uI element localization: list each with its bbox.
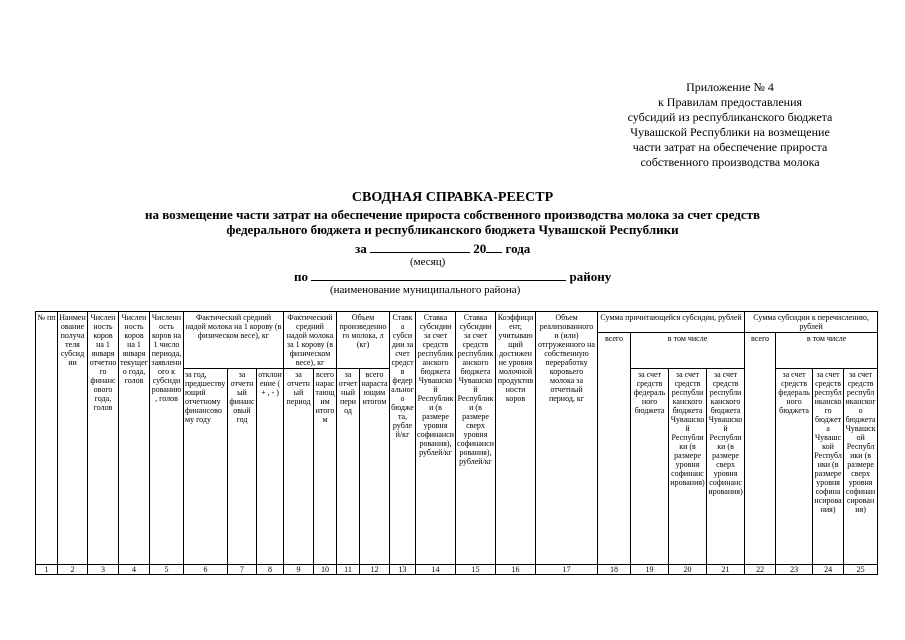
col-number: 15 [456, 565, 496, 575]
period-line [355, 240, 530, 257]
header-col-21: за счет средств республиканского бюджета Чувашской Республики (в размере сверх уровня софинансирования) [707, 369, 745, 565]
col-number: 10 [314, 565, 337, 575]
header-col-14: Ставка субсидии за счет средств республиканского бюджета Чувашской Республики (в размере уровня софинансирования), рублей/кг [416, 312, 456, 565]
title-main: СВОДНАЯ СПРАВКА-РЕЕСТР [351, 190, 554, 205]
header-col-24: за счет средств республиканского бюджета Чувашской Республики (в размере уровня софинансирования) [813, 369, 844, 565]
region-line [294, 268, 611, 285]
region-blank [311, 268, 566, 281]
col-number: 7 [228, 565, 257, 575]
header-col-6: за год, предшествующий отчетному финансовому году [184, 369, 228, 565]
header-col-11-12: Объем произведенного молока, л (кг) [337, 312, 390, 369]
month-note: (месяц) [410, 256, 446, 268]
header-col-22-incl: в том числе [776, 333, 878, 369]
annex-line: части затрат на обеспечение прироста [632, 140, 828, 154]
col-number: 2 [58, 565, 88, 575]
col-number: 23 [776, 565, 813, 575]
period-suffix: года [505, 241, 531, 256]
header-col-1: № пп [36, 312, 58, 565]
header-col-9-10: Фактический средний надой молока за 1 корову (в физическом весе), кг [284, 312, 337, 369]
annex-block [600, 80, 860, 170]
col-number: 3 [88, 565, 119, 575]
annex-line: к Правилам предоставления [657, 95, 803, 109]
col-number: 6 [184, 565, 228, 575]
month-blank [370, 240, 470, 253]
header-col-12: всего нарастающим итогом [360, 369, 390, 565]
header-col-18-total: всего [598, 333, 631, 565]
col-number: 22 [745, 565, 776, 575]
col-number: 18 [598, 565, 631, 575]
header-col-18-21: Сумма причитающейся субсидии, рублей [598, 312, 745, 333]
col-number: 9 [284, 565, 314, 575]
col-number: 16 [496, 565, 536, 575]
region-prefix: по [294, 269, 308, 284]
annex-line: субсидий из республиканского бюджета [627, 110, 833, 124]
col-number: 8 [257, 565, 284, 575]
region-note: (наименование муниципального района) [330, 284, 521, 296]
document-title [0, 190, 905, 237]
col-number: 1 [36, 565, 58, 575]
registry-table [35, 311, 878, 575]
col-number: 12 [360, 565, 390, 575]
header-col-5: Численность коров на 1 число периода, заявленного к субсидированию, голов [150, 312, 184, 565]
header-col-3: Численность коров на 1 января отчетного финансового года, голов [88, 312, 119, 565]
col-number: 17 [536, 565, 598, 575]
header-col-11: за отчетный период [337, 369, 360, 565]
col-number: 21 [707, 565, 745, 575]
col-number: 24 [813, 565, 844, 575]
column-number-row [36, 565, 878, 575]
header-col-9: за отчетный период [284, 369, 314, 565]
col-number: 14 [416, 565, 456, 575]
col-number: 11 [337, 565, 360, 575]
year-blank [486, 240, 502, 253]
header-col-22-25: Сумма субсидии к перечислению, рублей [745, 312, 878, 333]
title-line: на возмещение части затрат на обеспечение прироста собственного производства молока за счет средств [144, 207, 761, 222]
annex-line: собственного производства молока [640, 155, 820, 169]
title-line: федерального бюджета и республиканского бюджета Чувашской Республики [226, 222, 679, 237]
period-year-prefix: 20 [473, 241, 487, 256]
header-col-19: за счет средств федерального бюджета [631, 369, 669, 565]
col-number: 20 [669, 565, 707, 575]
col-number: 5 [150, 565, 184, 575]
header-col-15: Ставка субсидии за счет средств республиканского бюджета Чувашской Республики (в размере сверх уровня софинансирования), рублей/кг [456, 312, 496, 565]
header-col-2: Наименование получателя субсидии [58, 312, 88, 565]
annex-line: Приложение № 4 [686, 80, 774, 94]
col-number: 19 [631, 565, 669, 575]
header-col-8: отклонение ( + , - ) [257, 369, 284, 565]
header-col-18-incl: в том числе [631, 333, 745, 369]
header-col-23: за счет средств федерального бюджета [776, 369, 813, 565]
header-col-10: всего нарастающим итогом [314, 369, 337, 565]
header-col-17: Объем реализованного и (или) отгруженного на собственную переработку коровьего молока за отчетный период, кг [536, 312, 598, 565]
header-col-25: за счет средств республиканского бюджета Чувашской Республики (в размере сверх уровня софинансирования) [844, 369, 878, 565]
header-col-22-total: всего [745, 333, 776, 565]
header-col-16: Коэффициент, учитывающий достижение уровня молочной продуктивности коров [496, 312, 536, 565]
col-number: 25 [844, 565, 878, 575]
header-col-4: Численность коров на 1 января текущего года, голов [119, 312, 150, 565]
header-col-13: Ставка субсидии за счет средств федерального бюджета, рублей/кг [390, 312, 416, 565]
header-col-7: за отчетный финансовый год [228, 369, 257, 565]
col-number: 4 [119, 565, 150, 575]
header-col-20: за счет средств республиканского бюджета Чувашской Республики (в размере уровня софинансирования) [669, 369, 707, 565]
period-prefix: за [355, 241, 367, 256]
region-suffix: району [569, 269, 612, 284]
col-number: 13 [390, 565, 416, 575]
annex-line: Чувашской Республики на возмещение [630, 125, 830, 139]
header-col-6-8: Фактический средний надой молока на 1 корову (в физическом весе), кг [184, 312, 284, 369]
